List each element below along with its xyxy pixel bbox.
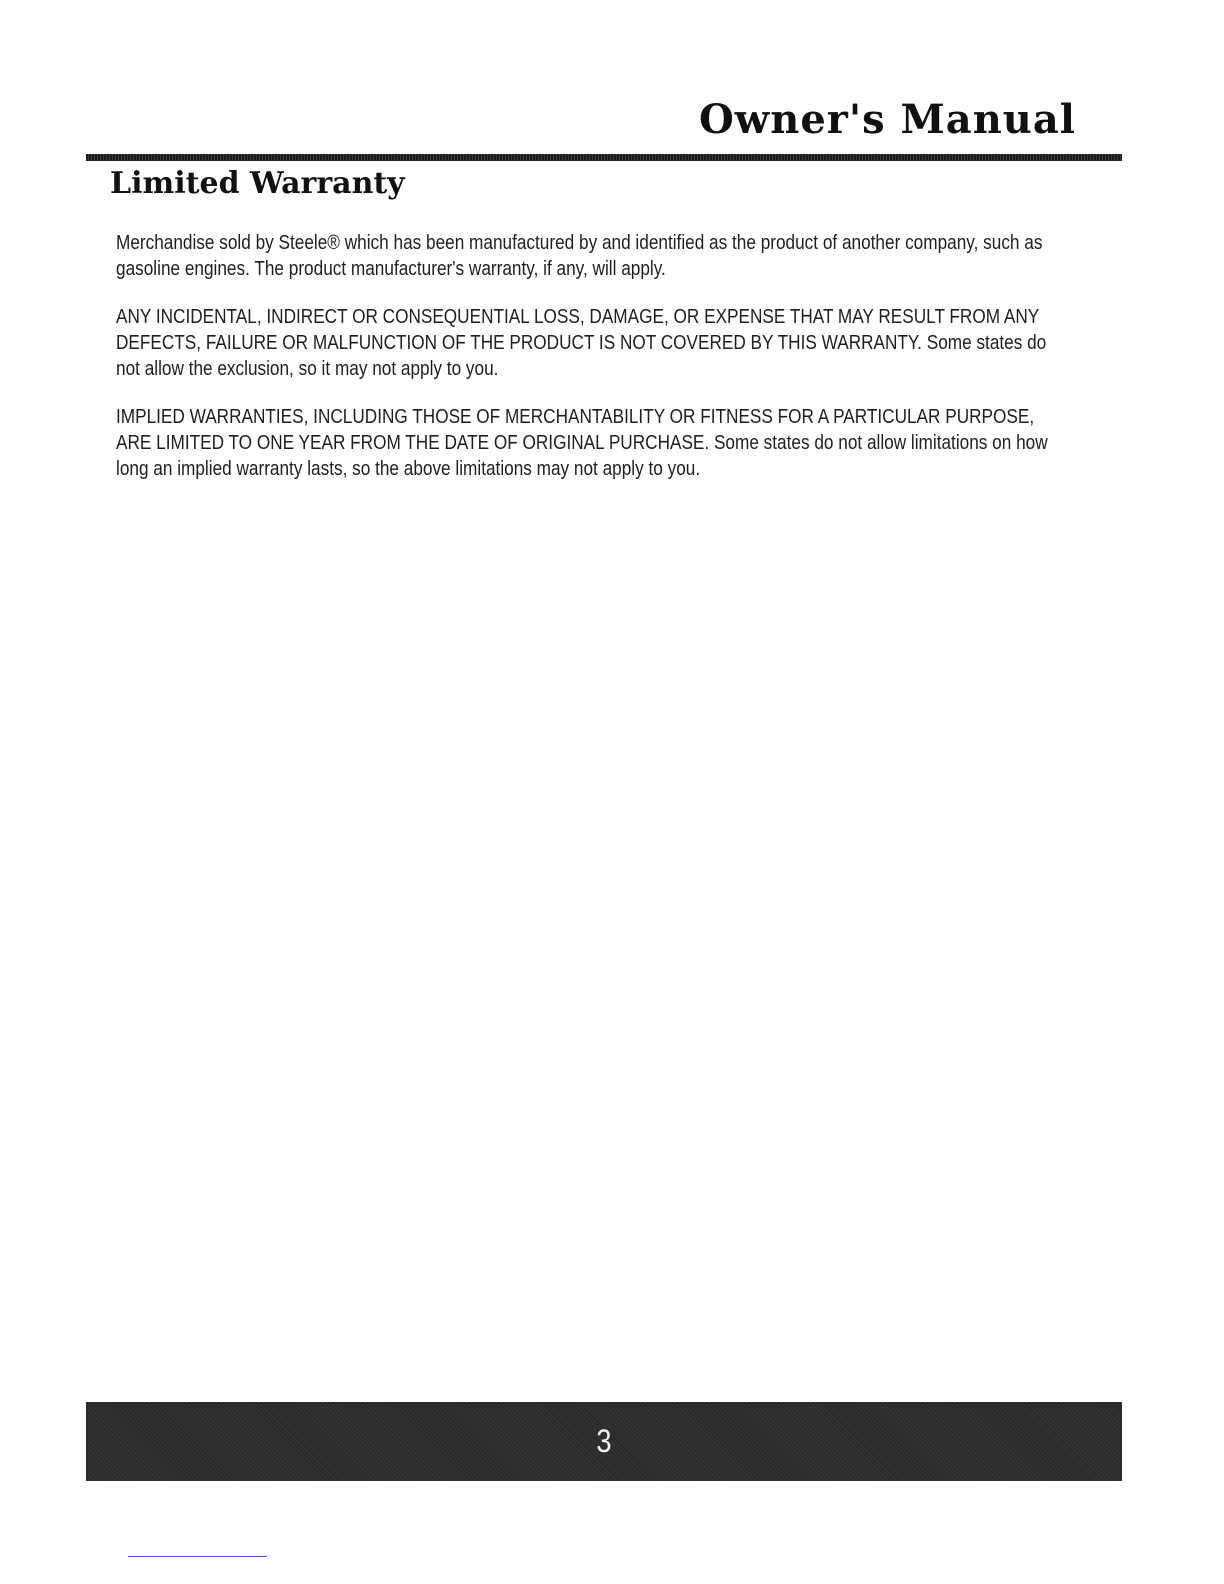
warranty-body xyxy=(116,230,1076,504)
header-divider xyxy=(86,154,1122,161)
warranty-paragraph-1: Merchandise sold by Steele® which has been manufactured by and identified as the product of another company, such as gasoline engines. The product manufacturer's warranty, if any, will apply. xyxy=(116,232,1043,280)
warranty-paragraph-2: ANY INCIDENTAL, INDIRECT OR CONSEQUENTIAL LOSS, DAMAGE, OR EXPENSE THAT MAY RESULT FROM ANY DEFECTS, FAILURE OR MALFUNCTION OF THE PRODUCT IS NOT COVERED BY THIS WARRANTY. Some states do not allow the exclusion, so it may not apply to you. xyxy=(116,306,1047,380)
footer-bar xyxy=(86,1402,1122,1481)
manual-title: Owner's Manual xyxy=(698,96,1076,143)
section-heading: Limited Warranty xyxy=(110,166,405,201)
page-number: 3 xyxy=(596,1423,612,1459)
warranty-paragraph-3: IMPLIED WARRANTIES, INCLUDING THOSE OF MERCHANTABILITY OR FITNESS FOR A PARTICULAR PURPOSE, ARE LIMITED TO ONE YEAR FROM THE DATE OF ORIGINAL PURCHASE. Some states do not allow limitations on how long an implied warranty lasts, so the above limitations may not apply to you. xyxy=(116,406,1048,480)
bottom-divider xyxy=(128,1556,267,1557)
